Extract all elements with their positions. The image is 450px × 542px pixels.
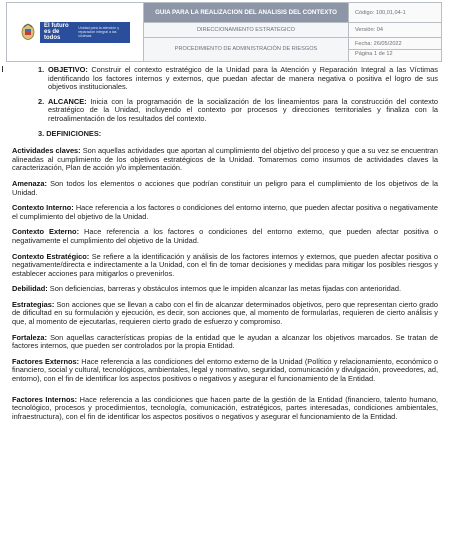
brand-entity: Unidad para la atención y reparación integral a las víctimas (78, 25, 119, 39)
definition-item (12, 358, 438, 384)
document-header (6, 2, 442, 62)
brand-banner (40, 22, 130, 43)
definition-text: Hace referencia a los factores o condiciones del entorno interno, que pueden afectar positiva o negativamente el cumplimiento del objetivo de la Unidad. (12, 203, 438, 221)
definition-term: Contexto Estratégico: (12, 251, 90, 261)
definition-term: Factores Internos: (12, 394, 78, 404)
definitions-heading: 3. DEFINICIONES: (38, 128, 102, 138)
document-title: GUIA PARA LA REALIZACION DEL ANALISIS DEL CONTEXTO (144, 3, 349, 23)
definition-term: Amenaza: (12, 178, 47, 188)
definition-item (12, 396, 438, 422)
page-number: Página 1 de 12 (349, 49, 441, 59)
definition-text: Son todos los elementos o acciones que podrían constituir un peligro para el cumplimiento de los objetivos de la Unidad. (12, 178, 438, 197)
brand-slogan: El futuro es de todos (44, 23, 69, 41)
definition-item (12, 204, 438, 221)
definition-item (12, 253, 438, 279)
definition-term: Actividades claves: (12, 146, 81, 156)
definition-text: Son aquellas características propias de la entidad que le ayudan a alcanzar los objetivos marcados. Se tratan de factores internos, que pueden ser controlados por la propia Entidad. (12, 332, 438, 351)
definition-text: Son acciones que se llevan a cabo con el fin de alcanzar determinados objetivos, pero que representan cierto grado de dificultad en su formulación y ejecución, es decir, son acciones que, al momento de formularlas, requieren de cierto análisis y que, al momento de ejecutarlas, requieren cierto grado de esfuerzo y compromiso. (12, 299, 438, 327)
process-name: DIRECCIONAMIENTO ESTRATEGICO (144, 23, 349, 37)
section-label: ALCANCE: (48, 96, 87, 106)
definition-term: Factores Externos: (12, 356, 80, 366)
definition-item (12, 334, 438, 351)
definition-text: Son deficiencias, barreras y obstáculos internos que le impiden alcanzar las metas fijadas con anterioridad. (47, 284, 402, 294)
definition-text: Se refiere a la identificación y análisis de los factores internos y externos, que pueden afectar positiva o negativamente/directa e indirectamente a la Unidad, con el fin de tomar decisiones y medidas para mitigar los posibles riesgos y establecer acciones para mitigarlos o prevenirlos. (12, 251, 439, 278)
section-alcance (38, 98, 438, 124)
definition-item (12, 180, 438, 197)
definition-text: Son aquellas actividades que aportan al cumplimiento del objetivo del proceso y que a su vez se encuentran alineadas al cumplimiento de los objetivos estratégicos de la Unidad. Tomaremos como insumos de actividades claves la caracterización, Plan de acción y/o implementación. (12, 146, 438, 173)
section-number: 2. (38, 96, 45, 106)
definition-text: Hace referencia a los factores o condiciones del entorno externo, que pueden afectar positiva o negativamente el cumplimiento del objetivo de la Unidad. (12, 227, 438, 245)
definition-term: Estrategias: (12, 299, 55, 309)
text-cursor (2, 66, 3, 72)
section-text: Construir el contexto estratégico de la Unidad para la Atención y Reparación Integral a las Víctimas identificando los factores internos y externos, que puedan afectar de manera negativa o positiva el logro de sus objetivos institucionales. (48, 65, 438, 92)
definition-item (12, 147, 438, 173)
colombia-seal-icon (20, 23, 36, 41)
definition-text: Hace referencia a las condiciones que hacen parte de la gestión de la Entidad (financiero, talento humano, tecnológico, procesos y procedimientos, tecnología, comunicación, estratégicos, partes interesadas, condiciones ambientales, infraestructura), con el fin de identificar los aspectos positivos o negativos y asegurar el funcionamiento de la Entidad. (12, 394, 438, 421)
document-body (12, 66, 438, 428)
section-number: 1. (38, 65, 45, 74)
definition-term: Fortaleza: (12, 332, 47, 342)
document-version: Versión: 04 (349, 23, 442, 37)
section-objetivo (38, 66, 438, 92)
document-code: Código: 100,01,04-1 (349, 3, 442, 23)
definition-text: Hace referencia a las condiciones del entorno externo de la Unidad (Político y relacionamiento, económico o financiero, social y cultural, tecnológicos, ambientales, legal y normativo, seguridad, comunicación y divulgación, proveedores, ad, entorno), con el fin de identificar los aspectos positivos o negativos y asegurar el funcionamiento de la Entidad. (12, 356, 439, 384)
procedure-name: PROCEDIMIENTO DE ADMINISTRACIÓN DE RIESGOS (144, 37, 349, 61)
definition-item (12, 285, 438, 294)
document-date: Fecha: 26/05/2022 (355, 40, 402, 47)
definition-item (12, 301, 438, 327)
definition-term: Debilidad: (12, 284, 48, 294)
definition-item (12, 228, 438, 245)
definition-term: Contexto Interno: (12, 203, 74, 213)
logo-cell (7, 3, 144, 62)
section-label: OBJETIVO: (48, 65, 88, 74)
section-text: Inicia con la programación de la socialización de los lineamientos para la construcción del contexto estratégico de la Unidad, incluyendo el contexto por procesos y direcciones territoriales y finaliza con la retroalimentación de los resultados del contexto. (48, 96, 438, 123)
definition-term: Contexto Externo: (12, 227, 80, 237)
date-page-cell (349, 37, 442, 61)
